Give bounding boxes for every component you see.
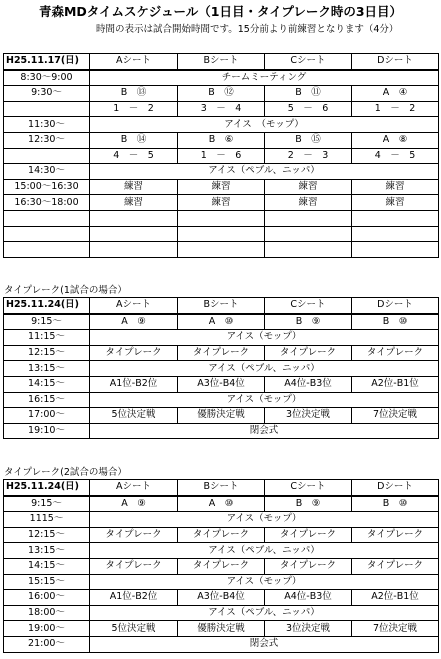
span-cell: アイス（モップ） [90,512,439,528]
table-row [4,314,439,330]
sheet-cell: タイプレーク [178,345,265,361]
time-cell: 16:15～ [4,392,90,408]
table-header-row [4,480,439,496]
sheet-cell [90,210,178,226]
sheet-cell: 2 － 3 [265,148,352,164]
sheet-cell: A1位-B2位 [90,376,178,392]
sheet-cell: タイプレーク [352,527,439,543]
sheet-cell: 5位決定戦 [90,621,178,637]
table-row [4,148,439,164]
sheet-cell: 練習 [90,195,178,211]
section-label-tiebreak-1: タイプレーク(1試合の場合） [4,285,127,296]
schedule-table-day1 [3,53,439,258]
column-header: Bシート [178,54,265,70]
table-row [4,621,439,637]
time-cell: 18:00～ [4,605,90,621]
sheet-cell: 5 － 6 [265,101,352,117]
span-cell: アイス（ペブル、ニッパ） [90,605,439,621]
time-cell: 12:15～ [4,527,90,543]
sheet-cell: タイプレーク [90,345,178,361]
time-cell: 17:00～ [4,408,90,424]
span-cell: アイス（モップ） [90,330,439,346]
table-row [4,195,439,211]
sheet-cell: 7位決定戦 [352,408,439,424]
sheet-cell: タイプレーク [178,558,265,574]
span-cell: アイス（ペブル、ニッパ） [90,164,439,180]
sheet-cell: A ⑩ [178,496,265,512]
table-row [4,117,439,133]
table-row [4,636,439,652]
table-row [4,527,439,543]
sheet-cell [352,226,439,242]
sheet-cell [352,242,439,258]
table-row [4,330,439,346]
table-row [4,543,439,559]
time-cell [4,210,90,226]
time-cell [4,226,90,242]
sheet-cell: A ⑧ [352,132,439,148]
column-header: Dシート [352,480,439,496]
sheet-cell: 1 － 2 [352,101,439,117]
sheet-cell: B ⑥ [178,132,265,148]
sheet-cell: 練習 [178,179,265,195]
sheet-cell: 練習 [352,179,439,195]
span-cell: アイス （モップ） [90,117,439,133]
date-cell: H25.11.24(日) [4,480,90,496]
time-cell [4,242,90,258]
time-cell: 21:00～ [4,636,90,652]
time-cell: 13:15～ [4,361,90,377]
sheet-cell: 練習 [265,179,352,195]
section-label-tiebreak-2: タイプレーク(2試合の場合） [4,467,127,478]
table-row [4,423,439,439]
sheet-cell [265,226,352,242]
table-row [4,70,439,86]
page-subtitle: 時間の表示は試合開始時間です。15分前より前練習となります（4分） [96,24,399,35]
table-row [4,164,439,180]
sheet-cell: タイプレーク [352,345,439,361]
time-cell: 19:10～ [4,423,90,439]
sheet-cell [352,210,439,226]
table-row [4,558,439,574]
sheet-cell [265,242,352,258]
table-row [4,132,439,148]
sheet-cell: 練習 [352,195,439,211]
column-header: Cシート [265,480,352,496]
table-row [4,86,439,102]
table-row [4,376,439,392]
sheet-cell: A1位-B2位 [90,590,178,606]
sheet-cell: 3 － 4 [178,101,265,117]
time-cell: 9:15～ [4,314,90,330]
sheet-cell: タイプレーク [178,527,265,543]
sheet-cell: A ⑩ [178,314,265,330]
time-cell: 13:15～ [4,543,90,559]
table-row [4,512,439,528]
sheet-cell [90,226,178,242]
time-cell: 16:30～18:00 [4,195,90,211]
sheet-cell: A2位-B1位 [352,376,439,392]
column-header: Cシート [265,298,352,314]
table-row [4,345,439,361]
sheet-cell: B ⑫ [178,86,265,102]
sheet-cell: A3位-B4位 [178,590,265,606]
time-cell: 19:00～ [4,621,90,637]
sheet-cell [178,242,265,258]
sheet-cell: 優勝決定戦 [178,621,265,637]
time-cell: 9:15～ [4,496,90,512]
time-cell: 8:30～9:00 [4,70,90,86]
time-cell: 14:15～ [4,376,90,392]
span-cell: チームミーティング [90,70,439,86]
sheet-cell: A3位-B4位 [178,376,265,392]
schedule-table-tiebreak-1 [3,297,439,439]
table-row [4,574,439,590]
table-row [4,496,439,512]
column-header: Dシート [352,54,439,70]
sheet-cell [178,210,265,226]
sheet-cell: A2位-B1位 [352,590,439,606]
time-cell: 16:00～ [4,590,90,606]
sheet-cell: 4 － 5 [90,148,178,164]
time-cell: 14:15～ [4,558,90,574]
sheet-cell: 優勝決定戦 [178,408,265,424]
sheet-cell: 1 － 6 [178,148,265,164]
sheet-cell: 練習 [265,195,352,211]
sheet-cell: タイプレーク [352,558,439,574]
sheet-cell: タイプレーク [265,527,352,543]
sheet-cell: 3位決定戦 [265,408,352,424]
table-header-row [4,298,439,314]
time-cell: 12:30～ [4,132,90,148]
time-cell: 15:15～ [4,574,90,590]
sheet-cell: タイプレーク [265,558,352,574]
table-row [4,101,439,117]
table-row [4,210,439,226]
span-cell: アイス（モップ） [90,574,439,590]
span-cell: アイス（モップ） [90,392,439,408]
sheet-cell: B ⑮ [265,132,352,148]
table-row [4,179,439,195]
column-header: Aシート [90,480,178,496]
sheet-cell: タイプレーク [265,345,352,361]
column-header: Dシート [352,298,439,314]
span-cell: アイス（ペブル、ニッパ） [90,543,439,559]
column-header: Bシート [178,298,265,314]
time-cell: 15:00～16:30 [4,179,90,195]
sheet-cell: 4 － 5 [352,148,439,164]
table-row [4,226,439,242]
sheet-cell: B ⑩ [352,314,439,330]
date-cell: H25.11.24(日) [4,298,90,314]
sheet-cell: 練習 [90,179,178,195]
sheet-cell: タイプレーク [90,558,178,574]
page-title: 青森MDタイムスケジュール（1日目・タイプレーク時の3日目） [38,4,403,19]
time-cell: 9:30～ [4,86,90,102]
column-header: Cシート [265,54,352,70]
sheet-cell: A4位-B3位 [265,590,352,606]
table-row [4,242,439,258]
time-cell: 12:15～ [4,345,90,361]
table-row [4,408,439,424]
table-row [4,605,439,621]
sheet-cell: A ⑨ [90,496,178,512]
sheet-cell: タイプレーク [90,527,178,543]
sheet-cell: B ⑭ [90,132,178,148]
sheet-cell [90,242,178,258]
span-cell: 閉会式 [90,423,439,439]
schedule-table-tiebreak-2 [3,479,439,653]
time-cell: 11:15～ [4,330,90,346]
sheet-cell: A ④ [352,86,439,102]
table-row [4,392,439,408]
sheet-cell: 練習 [178,195,265,211]
time-cell: 11:30～ [4,117,90,133]
sheet-cell [178,226,265,242]
column-header: Bシート [178,480,265,496]
sheet-cell: A ⑨ [90,314,178,330]
sheet-cell: B ⑪ [265,86,352,102]
sheet-cell: 1 － 2 [90,101,178,117]
sheet-cell [265,210,352,226]
column-header: Aシート [90,54,178,70]
sheet-cell: B ⑩ [352,496,439,512]
sheet-cell: A4位-B3位 [265,376,352,392]
time-cell [4,148,90,164]
span-cell: アイス（ペブル、ニッパ） [90,361,439,377]
time-cell: 1115～ [4,512,90,528]
table-row [4,361,439,377]
sheet-cell: B ⑬ [90,86,178,102]
table-row [4,590,439,606]
date-cell: H25.11.17(日) [4,54,90,70]
time-cell: 14:30～ [4,164,90,180]
column-header: Aシート [90,298,178,314]
sheet-cell: 3位決定戦 [265,621,352,637]
sheet-cell: 5位決定戦 [90,408,178,424]
time-cell [4,101,90,117]
table-header-row [4,54,439,70]
span-cell: 閉会式 [90,636,439,652]
sheet-cell: B ⑨ [265,496,352,512]
sheet-cell: 7位決定戦 [352,621,439,637]
sheet-cell: B ⑨ [265,314,352,330]
